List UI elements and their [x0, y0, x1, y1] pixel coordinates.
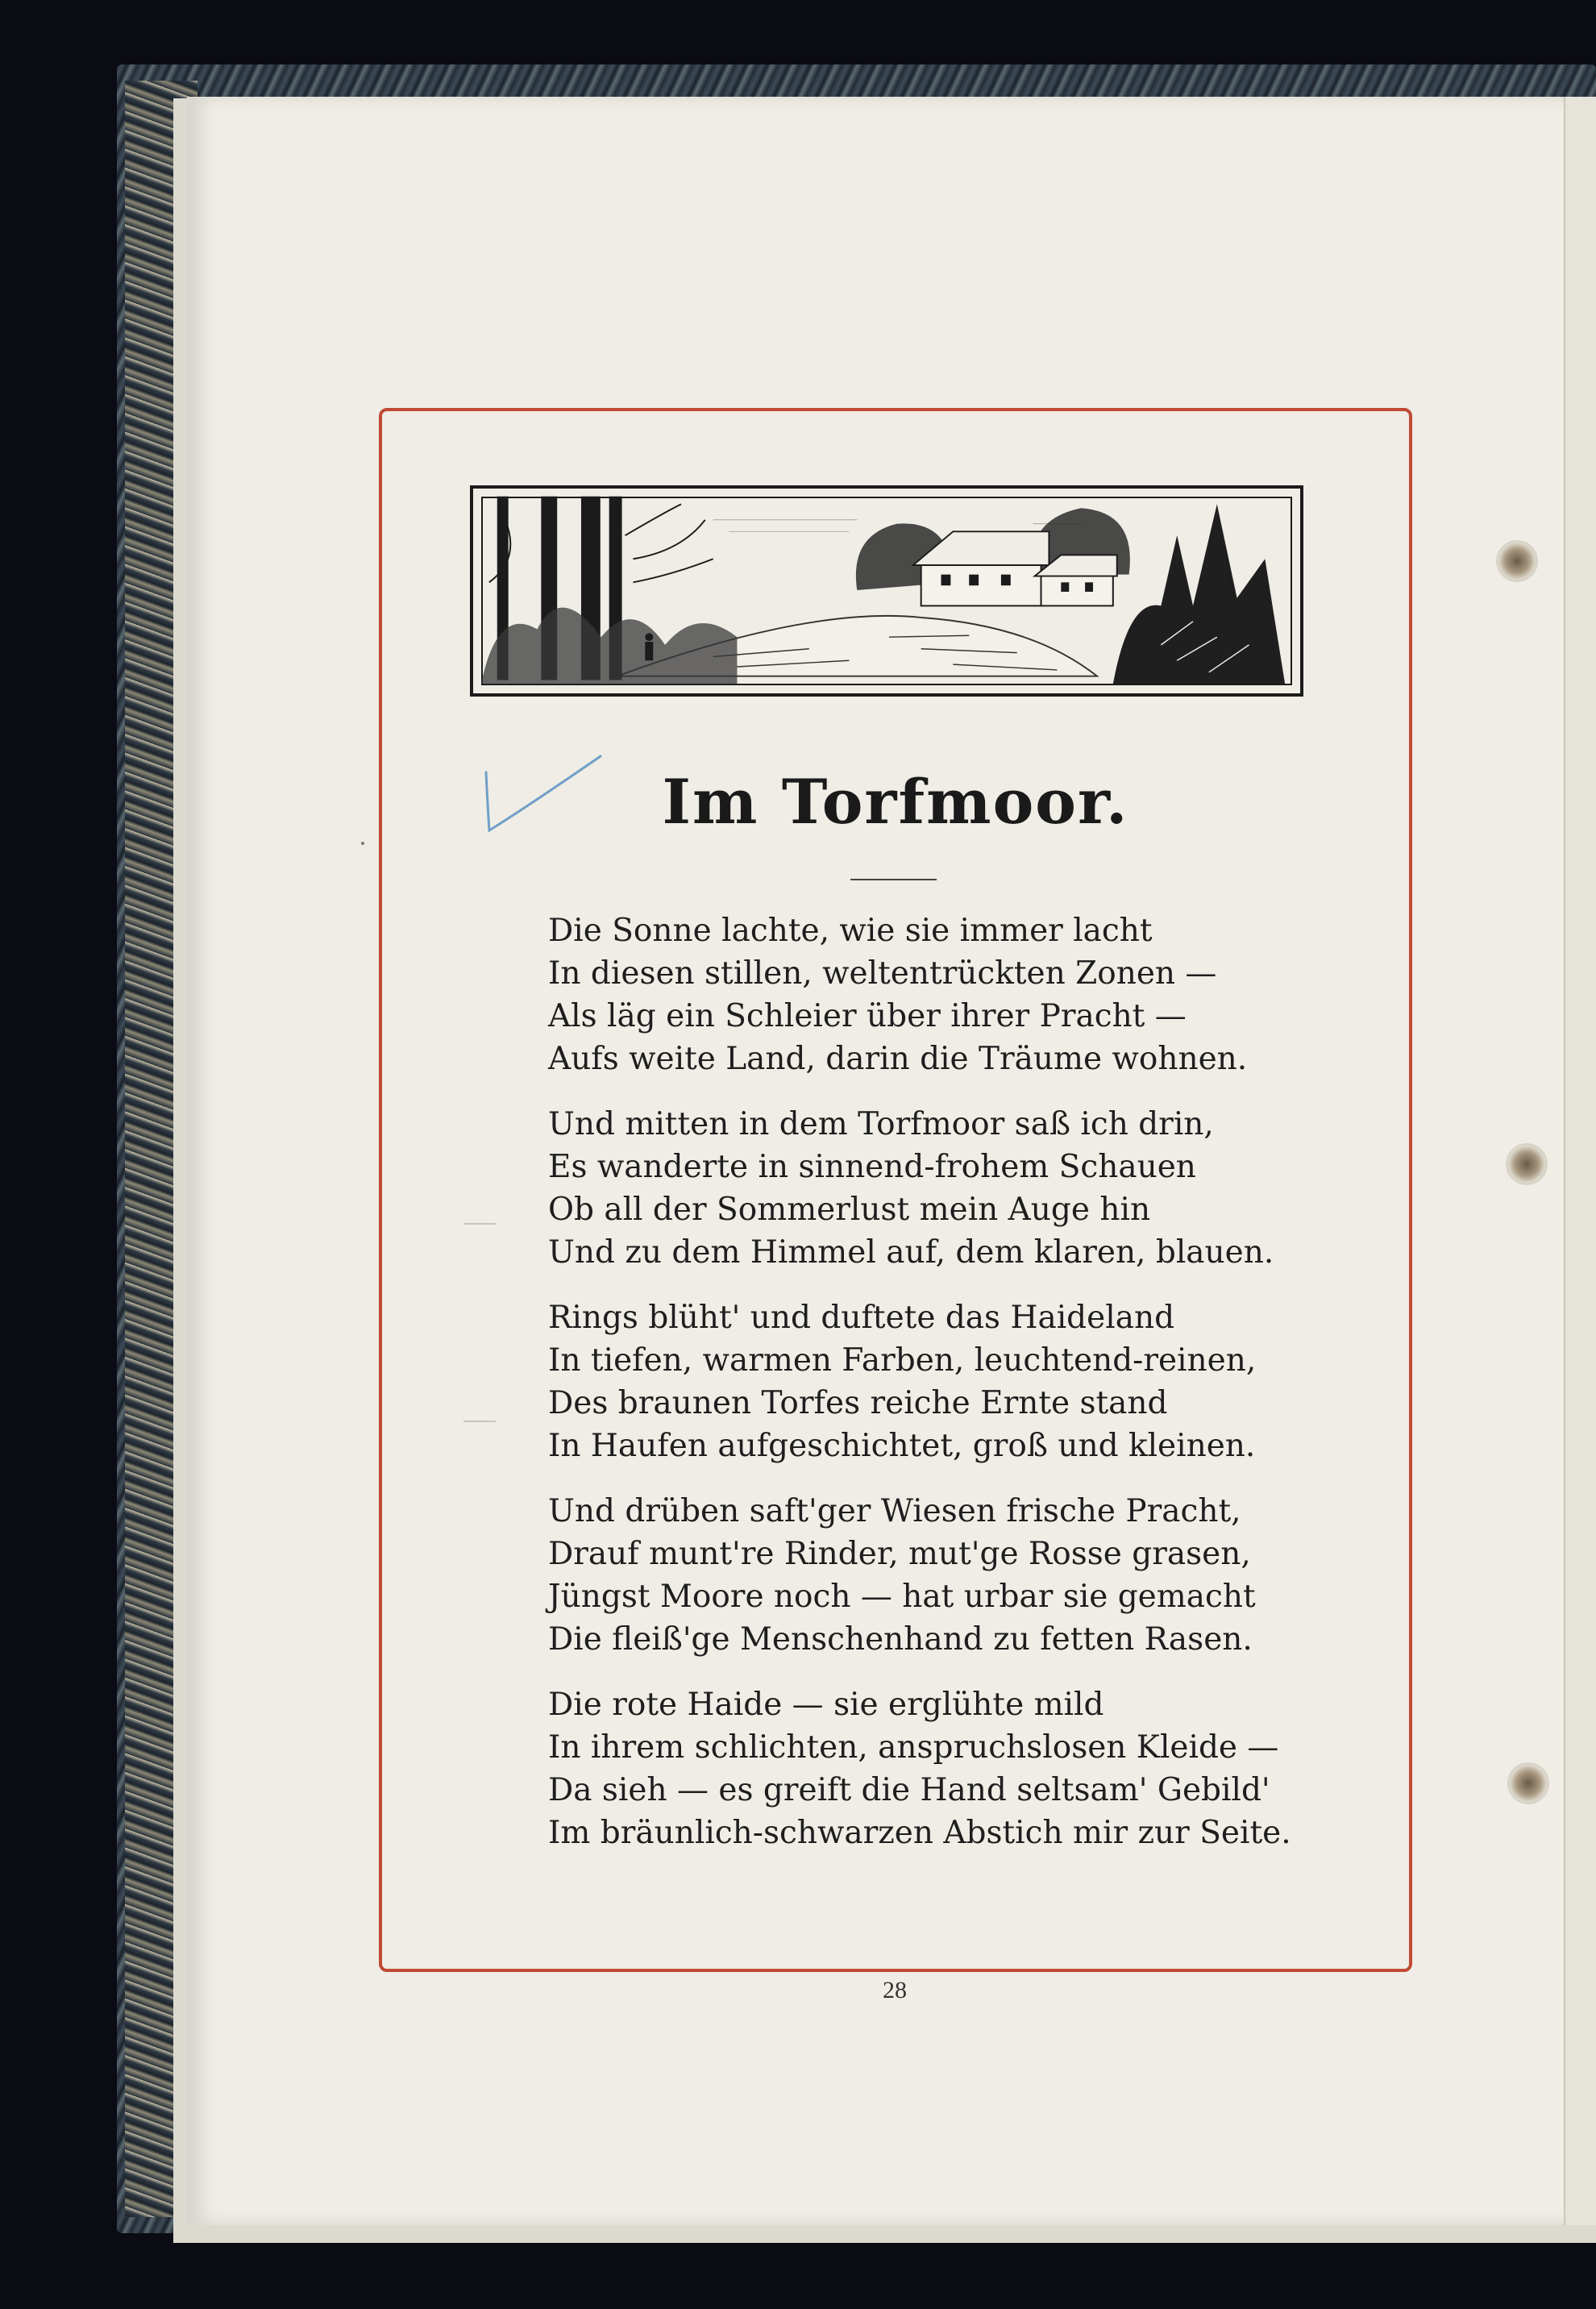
poem-title: Im Torfmoor.	[662, 766, 1129, 838]
poem-line: Rings blüht' und duftete das Haideland	[548, 1300, 1175, 1336]
poem-body	[548, 909, 1291, 1877]
poem-line: In tiefen, warmen Farben, leuchtend-reinen,	[548, 1342, 1257, 1379]
poem-line: Es wanderte in sinnend-frohem Schauen	[548, 1149, 1196, 1185]
landscape-vignette	[470, 485, 1303, 697]
poem-line: Jüngst Moore noch — hat urbar sie gemacht	[548, 1579, 1256, 1615]
poem-line: In ihrem schlichten, anspruchslosen Kleide —	[548, 1729, 1279, 1766]
poem-line: Und mitten in dem Torfmoor saß ich drin,	[548, 1106, 1214, 1142]
punch-hole	[1506, 1143, 1548, 1185]
page-number: 28	[883, 1977, 907, 2003]
punch-hole	[1496, 540, 1538, 582]
poem-line: In Haufen aufgeschichtet, groß und kleinen.	[548, 1428, 1256, 1464]
poem-line: Als läg ein Schleier über ihrer Pracht —	[548, 998, 1187, 1034]
title-rule	[850, 879, 937, 880]
poem-line: Ob all der Sommerlust mein Auge hin	[548, 1192, 1151, 1228]
punch-hole	[1507, 1762, 1549, 1804]
poem-line: Die Sonne lachte, wie sie immer lacht	[548, 913, 1153, 949]
poem-line: In diesen stillen, weltentrückten Zonen —	[548, 955, 1217, 992]
poem-line: Des braunen Torfes reiche Ernte stand	[548, 1385, 1168, 1421]
margin-dash	[463, 1223, 496, 1225]
margin-dash	[463, 1421, 496, 1422]
next-page-edge	[1564, 97, 1596, 2225]
poem-line: Und drüben saft'ger Wiesen frische Pracht,	[548, 1493, 1241, 1529]
poem-line: Im bräunlich-schwarzen Abstich mir zur Seite.	[548, 1815, 1291, 1851]
stanza	[548, 1490, 1274, 1661]
stray-mark	[361, 842, 364, 845]
poem-line: Aufs weite Land, darin die Träume wohnen.	[548, 1041, 1248, 1077]
poem-line: Die rote Haide — sie erglühte mild	[548, 1687, 1104, 1723]
landscape-engraving-icon	[473, 489, 1300, 693]
poem-line: Da sieh — es greift die Hand seltsam' Gebild'	[548, 1772, 1270, 1808]
poem-line: Die fleiß'ge Menschenhand zu fetten Rasen.	[548, 1621, 1253, 1658]
stanza	[548, 909, 1274, 1080]
stanza	[548, 1296, 1274, 1467]
stanza	[548, 1103, 1274, 1274]
poem-line: Drauf munt're Rinder, mut'ge Rosse grasen,	[548, 1536, 1251, 1572]
poem-line: Und zu dem Himmel auf, dem klaren, blauen.	[548, 1234, 1274, 1271]
stanza	[548, 1683, 1291, 1854]
